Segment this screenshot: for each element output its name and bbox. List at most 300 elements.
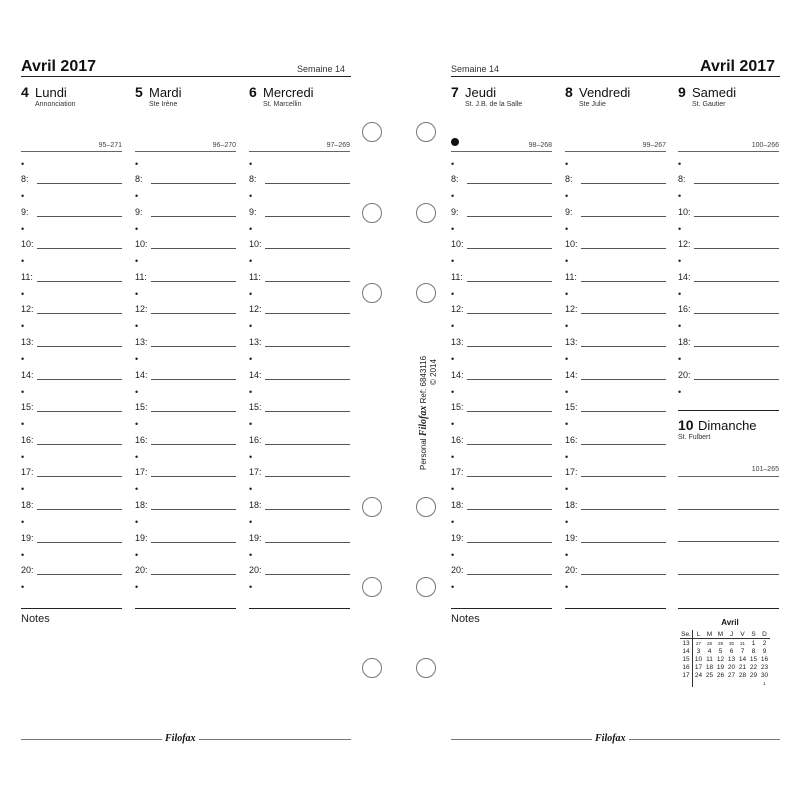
bullet-dot: • <box>565 223 569 234</box>
mini-calendar-title: Avril <box>721 618 739 627</box>
day-header-rule <box>565 151 666 152</box>
appointment-line[interactable] <box>37 183 122 184</box>
bullet-dot: • <box>21 582 25 593</box>
week-label: Semaine 14 <box>297 64 346 74</box>
appointment-line[interactable] <box>37 346 122 347</box>
spine-imprint <box>418 356 429 470</box>
appointment-line[interactable] <box>151 509 236 510</box>
brand-logo: Filofax <box>162 733 199 744</box>
day-saint: Ste Irène <box>149 101 178 108</box>
mini-calendar-week-row <box>680 639 770 648</box>
bullet-dot: • <box>249 256 253 267</box>
mini-calendar-day: 29 <box>749 671 758 679</box>
hour-label: 13: <box>135 337 148 347</box>
binder-hole <box>416 577 436 597</box>
bullet-dot: • <box>135 159 139 169</box>
appointment-line[interactable] <box>581 411 666 412</box>
appointment-line[interactable] <box>467 509 552 510</box>
day-number-code: 99–267 <box>642 142 666 149</box>
sunday-bottom-rule <box>678 608 779 609</box>
appointment-line[interactable] <box>694 379 779 380</box>
bullet-dot: • <box>135 288 139 299</box>
appointment-line[interactable] <box>467 281 552 282</box>
bullet-dot: • <box>451 517 455 527</box>
appointment-line[interactable] <box>467 346 552 347</box>
binder-hole <box>362 658 382 678</box>
appointment-line[interactable] <box>265 574 350 575</box>
bullet-dot: • <box>21 386 25 397</box>
appointment-line[interactable] <box>581 183 666 184</box>
bullet-dot: • <box>678 386 682 397</box>
binder-hole <box>362 283 382 303</box>
header-rule <box>21 76 351 77</box>
saturday-bottom-rule <box>678 410 779 411</box>
binder-hole <box>416 203 436 223</box>
mini-calendar-day: 8 <box>751 647 756 655</box>
mini-calendar-day: 16 <box>760 655 769 663</box>
bullet-dot: • <box>678 288 682 299</box>
appointment-line[interactable] <box>37 509 122 510</box>
bullet-dot: • <box>451 549 455 560</box>
bullet-dot: • <box>249 288 253 299</box>
mini-calendar-day: 26 <box>716 671 725 679</box>
hour-label: 10: <box>451 239 464 250</box>
column-bottom-rule <box>135 608 236 609</box>
bullet-dot: • <box>21 321 25 332</box>
appointment-line[interactable] <box>467 379 552 380</box>
mini-calendar-day: 10 <box>694 655 703 663</box>
bullet-dot: • <box>451 256 455 267</box>
hour-label: 12: <box>21 304 34 315</box>
binder-hole <box>416 122 436 142</box>
appointment-line[interactable] <box>694 281 779 282</box>
day-header-rule <box>21 151 122 152</box>
bullet-dot: • <box>21 288 25 299</box>
appointment-line[interactable] <box>581 346 666 347</box>
notes-label: Notes <box>451 613 480 625</box>
bullet-dot: • <box>678 321 682 332</box>
hour-label: 18: <box>565 500 578 510</box>
appointment-line[interactable] <box>678 509 779 510</box>
mini-calendar-day <box>726 679 737 687</box>
mini-calendar-day: 22 <box>749 663 758 671</box>
bullet-dot: • <box>565 354 569 364</box>
day-number-code: 98–268 <box>528 142 552 149</box>
appointment-line[interactable] <box>678 574 779 575</box>
mini-calendar-day: 6 <box>729 647 734 655</box>
hour-label: 20: <box>21 565 34 576</box>
hour-label: 17: <box>565 467 578 478</box>
bullet-dot: • <box>565 419 569 430</box>
bullet-dot: • <box>21 549 25 560</box>
day-name: Samedi <box>692 85 737 100</box>
mini-calendar-day: 13 <box>727 655 736 663</box>
week-label: Semaine 14 <box>451 64 500 74</box>
appointment-line[interactable] <box>151 313 236 314</box>
mini-calendar-day <box>704 679 715 687</box>
appointment-line[interactable] <box>265 248 350 249</box>
appointment-line[interactable] <box>467 444 552 445</box>
appointment-line[interactable] <box>467 542 552 543</box>
bullet-dot: • <box>135 191 139 201</box>
appointment-line[interactable] <box>467 411 552 412</box>
appointment-line[interactable] <box>467 313 552 314</box>
column-bottom-rule <box>565 608 666 609</box>
mini-calendar-day: 29 <box>717 640 723 646</box>
appointment-line[interactable] <box>581 542 666 543</box>
hour-label: 18: <box>21 500 34 510</box>
mini-calendar-day: 2 <box>762 639 767 647</box>
brand-logo: Filofax <box>592 733 629 744</box>
appointment-line[interactable] <box>581 379 666 380</box>
bullet-dot: • <box>21 484 25 495</box>
hour-label: 13: <box>21 337 34 347</box>
appointment-line[interactable] <box>265 313 350 314</box>
bullet-dot: • <box>135 451 139 462</box>
hour-label: 15: <box>451 402 464 413</box>
mini-calendar-week-number: 15 <box>680 655 693 663</box>
hour-label: 16: <box>249 434 262 445</box>
appointment-line[interactable] <box>151 574 236 575</box>
hour-label: 15: <box>21 402 34 413</box>
appointment-line[interactable] <box>581 509 666 510</box>
mini-calendar-week-row <box>680 679 770 687</box>
bullet-dot: • <box>249 354 253 364</box>
bullet-dot: • <box>451 288 455 299</box>
appointment-line[interactable] <box>37 379 122 380</box>
appointment-line[interactable] <box>265 346 350 347</box>
hour-label: 17: <box>249 467 262 478</box>
hour-label: 15: <box>565 402 578 413</box>
mini-calendar-day: 17 <box>694 663 703 671</box>
month-title: Avril 2017 <box>21 58 97 75</box>
bullet-dot: • <box>249 223 253 234</box>
mini-calendar-day: 27 <box>727 671 736 679</box>
mini-calendar-week-number: 13 <box>680 639 693 648</box>
hour-label: 20: <box>565 565 578 576</box>
mini-calendar-week-row <box>680 671 770 679</box>
mini-calendar-header: S <box>748 630 759 639</box>
bullet-dot: • <box>249 549 253 560</box>
mini-calendar-day: 24 <box>694 671 703 679</box>
hour-label: 11: <box>249 271 261 282</box>
hour-label: 19: <box>451 532 464 543</box>
bullet-dot: • <box>21 451 25 462</box>
appointment-line[interactable] <box>151 476 236 477</box>
bullet-dot: • <box>249 321 253 332</box>
appointment-line[interactable] <box>581 444 666 445</box>
bullet-dot: • <box>451 191 455 201</box>
day-number-code: 95–271 <box>98 142 122 149</box>
hour-label: 8: <box>451 174 459 184</box>
appointment-line[interactable] <box>37 444 122 445</box>
hour-label: 16: <box>135 434 148 445</box>
hour-label: 14: <box>451 369 464 380</box>
mini-calendar <box>680 630 770 687</box>
hour-label: 11: <box>135 271 147 282</box>
binder-hole <box>416 658 436 678</box>
appointment-line[interactable] <box>467 183 552 184</box>
appointment-line[interactable] <box>37 411 122 412</box>
mini-calendar-header: L <box>693 630 705 639</box>
day-number: 6 <box>249 84 257 100</box>
appointment-line[interactable] <box>265 216 350 217</box>
spine-ref: Ref: 6843116 <box>419 355 428 404</box>
bullet-dot: • <box>451 582 455 593</box>
day-number-code: 100–266 <box>751 142 779 149</box>
hour-label: 11: <box>21 271 33 282</box>
header-rule <box>451 76 780 77</box>
bullet-dot: • <box>135 256 139 267</box>
hour-label: 12: <box>451 304 464 315</box>
appointment-line[interactable] <box>581 248 666 249</box>
bullet-dot: • <box>21 354 25 364</box>
bullet-dot: • <box>135 549 139 560</box>
appointment-line[interactable] <box>265 444 350 445</box>
appointment-line[interactable] <box>37 313 122 314</box>
day-number-code: 101–265 <box>751 466 779 473</box>
column-bottom-rule <box>451 608 552 609</box>
mini-calendar-day: 9 <box>762 647 767 655</box>
bullet-dot: • <box>678 223 682 234</box>
hour-label: 8: <box>135 174 143 184</box>
bullet-dot: • <box>565 321 569 332</box>
day-number: 8 <box>565 84 573 100</box>
bullet-dot: • <box>451 451 455 462</box>
day-name: Dimanche <box>698 418 757 433</box>
bullet-dot: • <box>565 256 569 267</box>
appointment-line[interactable] <box>151 183 236 184</box>
bullet-dot: • <box>678 191 682 201</box>
hour-label: 15: <box>249 402 262 413</box>
hour-label: 9: <box>135 206 143 217</box>
hour-label: 19: <box>249 532 262 543</box>
bullet-dot: • <box>249 484 253 495</box>
appointment-line[interactable] <box>581 313 666 314</box>
hour-label: 19: <box>21 532 34 543</box>
bullet-dot: • <box>249 419 253 430</box>
hour-label: 8: <box>565 174 573 184</box>
mini-calendar-day: 28 <box>738 671 747 679</box>
bullet-dot: • <box>21 159 25 169</box>
mini-calendar-header: Se. <box>681 630 691 638</box>
hour-label: 14: <box>135 369 148 380</box>
bullet-dot: • <box>451 321 455 332</box>
appointment-line[interactable] <box>581 476 666 477</box>
mini-calendar-day: 7 <box>740 647 745 655</box>
bullet-dot: • <box>135 354 139 364</box>
bullet-dot: • <box>249 451 253 462</box>
bullet-dot: • <box>451 223 455 234</box>
appointment-line[interactable] <box>151 444 236 445</box>
bullet-dot: • <box>678 354 682 364</box>
appointment-line[interactable] <box>37 542 122 543</box>
bullet-dot: • <box>135 321 139 332</box>
hour-label: 16: <box>565 434 578 445</box>
day-name: Mardi <box>149 85 182 100</box>
day-saint: St. Gautier <box>692 101 726 108</box>
mini-calendar-day: 15 <box>749 655 758 663</box>
bullet-dot: • <box>451 419 455 430</box>
hour-label: 12: <box>678 239 691 250</box>
bullet-dot: • <box>135 484 139 495</box>
hour-label: 16: <box>21 434 34 445</box>
mini-calendar-week-number: 14 <box>680 647 693 655</box>
appointment-line[interactable] <box>467 248 552 249</box>
day-saint: Ste Julie <box>579 101 606 108</box>
mini-calendar-week-number: 16 <box>680 663 693 671</box>
hour-label: 20: <box>451 565 464 576</box>
bullet-dot: • <box>451 159 455 169</box>
day-header-rule <box>451 151 552 152</box>
appointment-line[interactable] <box>678 541 779 542</box>
appointment-line[interactable] <box>265 509 350 510</box>
appointment-line[interactable] <box>694 248 779 249</box>
appointment-line[interactable] <box>151 411 236 412</box>
hour-label: 9: <box>565 206 573 217</box>
appointment-line[interactable] <box>581 216 666 217</box>
mini-calendar-day: 30 <box>728 640 734 646</box>
hour-label: 19: <box>135 532 148 543</box>
appointment-line[interactable] <box>37 476 122 477</box>
mini-calendar-day <box>693 679 705 687</box>
appointment-line[interactable] <box>694 313 779 314</box>
appointment-line[interactable] <box>151 346 236 347</box>
hour-label: 10: <box>135 239 148 250</box>
hour-label: 10: <box>249 239 262 250</box>
appointment-line[interactable] <box>151 216 236 217</box>
hour-label: 9: <box>21 206 29 217</box>
bullet-dot: • <box>21 419 25 430</box>
hour-label: 9: <box>249 206 257 217</box>
appointment-line[interactable] <box>151 379 236 380</box>
mini-calendar-day: 5 <box>718 647 723 655</box>
hour-label: 13: <box>249 337 262 347</box>
hour-label: 18: <box>135 500 148 510</box>
binder-hole <box>416 283 436 303</box>
day-saint: Annonciation <box>35 101 76 108</box>
day-name: Vendredi <box>579 85 631 100</box>
day-name: Mercredi <box>263 85 314 100</box>
mini-calendar-day: 30 <box>760 671 769 679</box>
bullet-dot: • <box>565 484 569 495</box>
bullet-dot: • <box>135 419 139 430</box>
bullet-dot: • <box>135 517 139 527</box>
mini-calendar-header: J <box>726 630 737 639</box>
bullet-dot: • <box>135 582 139 593</box>
hour-label: 14: <box>678 271 691 282</box>
bullet-dot: • <box>565 288 569 299</box>
appointment-line[interactable] <box>265 281 350 282</box>
appointment-line[interactable] <box>467 574 552 575</box>
day-saint: St. Fulbert <box>678 434 711 441</box>
appointment-line[interactable] <box>694 216 779 217</box>
bullet-dot: • <box>249 386 253 397</box>
mini-calendar-day: 3 <box>696 647 701 655</box>
appointment-line[interactable] <box>37 574 122 575</box>
hour-label: 18: <box>678 337 691 347</box>
appointment-line[interactable] <box>37 281 122 282</box>
hour-label: 10: <box>678 206 691 217</box>
appointment-line[interactable] <box>37 216 122 217</box>
mini-calendar-day: 25 <box>705 671 714 679</box>
mini-calendar-day: 21 <box>738 663 747 671</box>
appointment-line[interactable] <box>467 216 552 217</box>
mini-calendar-week-row <box>680 647 770 655</box>
bullet-dot: • <box>565 386 569 397</box>
bullet-dot: • <box>565 517 569 527</box>
hour-label: 17: <box>21 467 34 478</box>
mini-calendar-day: 18 <box>705 663 714 671</box>
hour-label: 19: <box>565 532 578 543</box>
appointment-line[interactable] <box>694 346 779 347</box>
hour-label: 17: <box>135 467 148 478</box>
spine-format: Personal <box>419 438 428 470</box>
hour-label: 8: <box>678 174 686 184</box>
appointment-line[interactable] <box>265 476 350 477</box>
bullet-dot: • <box>135 386 139 397</box>
appointment-line[interactable] <box>37 248 122 249</box>
appointment-line[interactable] <box>265 183 350 184</box>
day-saint: St. Marcellin <box>263 101 302 108</box>
appointment-line[interactable] <box>467 476 552 477</box>
mini-calendar-week-row <box>680 663 770 671</box>
day-name: Lundi <box>35 85 67 100</box>
appointment-line[interactable] <box>694 183 779 184</box>
month-title: Avril 2017 <box>700 58 776 75</box>
hour-label: 8: <box>21 174 29 184</box>
bullet-dot: • <box>21 256 25 267</box>
appointment-line[interactable] <box>151 248 236 249</box>
hour-label: 14: <box>565 369 578 380</box>
hour-label: 18: <box>249 500 262 510</box>
binder-hole <box>362 497 382 517</box>
hour-label: 20: <box>249 565 262 576</box>
mini-calendar-day: 20 <box>727 663 736 671</box>
hour-label: 11: <box>565 271 577 282</box>
binder-hole <box>362 122 382 142</box>
bullet-dot: • <box>135 223 139 234</box>
appointment-line[interactable] <box>265 411 350 412</box>
hour-label: 10: <box>565 239 578 250</box>
hour-label: 16: <box>451 434 464 445</box>
hour-label: 8: <box>249 174 257 184</box>
appointment-line[interactable] <box>265 379 350 380</box>
mini-calendar-day: 1 <box>751 639 756 647</box>
day-header-rule <box>678 151 779 152</box>
hour-label: 14: <box>21 369 34 380</box>
appointment-line[interactable] <box>581 574 666 575</box>
appointment-line[interactable] <box>151 542 236 543</box>
hour-label: 16: <box>678 304 691 315</box>
bullet-dot: • <box>678 256 682 267</box>
appointment-line[interactable] <box>265 542 350 543</box>
hour-label: 9: <box>451 206 459 217</box>
hour-label: 13: <box>565 337 578 347</box>
day-number: 9 <box>678 84 686 100</box>
bullet-dot: • <box>249 159 253 169</box>
hour-label: 12: <box>135 304 148 315</box>
mini-calendar-day: 14 <box>738 655 747 663</box>
mini-calendar-week-number: 17 <box>680 671 693 679</box>
column-bottom-rule <box>249 608 350 609</box>
appointment-line[interactable] <box>581 281 666 282</box>
appointment-line[interactable] <box>151 281 236 282</box>
day-number-code: 96–270 <box>212 142 236 149</box>
hour-label: 12: <box>565 304 578 315</box>
hour-label: 18: <box>451 500 464 510</box>
bullet-dot: • <box>565 159 569 169</box>
